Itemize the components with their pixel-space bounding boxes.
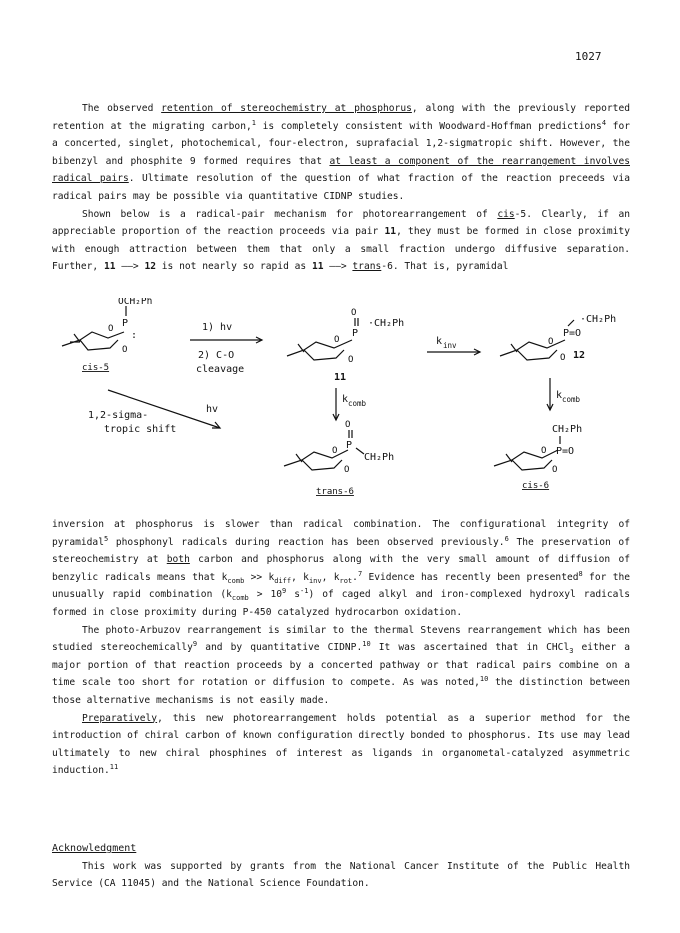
compound-trans6 <box>284 420 394 497</box>
svg-text:CH₂Ph: CH₂Ph <box>552 424 583 435</box>
arrow-photolysis <box>190 322 262 375</box>
reaction-scheme <box>52 298 652 508</box>
svg-text:k: k <box>342 394 349 405</box>
svg-text:P: P <box>346 440 353 451</box>
svg-text:2) C-O: 2) C-O <box>198 350 235 361</box>
svg-text:inv: inv <box>443 341 457 350</box>
svg-text:P=O: P=O <box>563 328 582 339</box>
svg-text:hv: hv <box>206 404 219 415</box>
acknowledgment-text: This work was supported by grants from the National Cancer Institute of the Public Health Service (CA 11045) and the National Science Foundation. <box>52 860 630 890</box>
arrow-kinv <box>427 336 480 355</box>
svg-text:O: O <box>344 465 350 475</box>
page-number: 1027 <box>575 50 602 63</box>
cis5-substituent: OCH₂Ph <box>118 298 153 307</box>
compound-label-trans6: trans-6 <box>316 487 354 497</box>
acknowledgment-section <box>52 840 630 893</box>
svg-text:O: O <box>108 324 114 334</box>
benzyl-radical-12: ·CH₂Ph <box>580 314 617 325</box>
cis5-structure <box>62 298 152 373</box>
svg-text:O: O <box>122 345 128 355</box>
compound-label-cis5: cis-5 <box>82 363 110 373</box>
svg-text:P: P <box>352 328 359 339</box>
svg-text:O: O <box>348 355 354 365</box>
svg-text:O: O <box>351 308 357 318</box>
svg-text:P=O: P=O <box>556 446 575 457</box>
svg-text:O: O <box>552 465 558 475</box>
svg-text:k: k <box>556 390 563 401</box>
compound-label-12: 12 <box>573 350 586 361</box>
svg-text:O: O <box>541 446 547 456</box>
cis5-phosphorus: P <box>122 318 129 329</box>
arrow-kcomb-left <box>333 388 367 420</box>
svg-text:1,2-sigma-: 1,2-sigma- <box>88 410 149 421</box>
svg-text:O: O <box>334 335 340 345</box>
compound-label-cis6: cis-6 <box>522 481 550 491</box>
arrow-sigmatropic <box>88 390 220 435</box>
svg-text::: : <box>131 330 138 341</box>
svg-text:O: O <box>332 446 338 456</box>
svg-text:cleavage: cleavage <box>196 364 245 375</box>
compound-label-11: 11 <box>334 372 347 383</box>
svg-text:comb: comb <box>348 399 367 408</box>
compound-11 <box>287 308 404 383</box>
compound-cis6 <box>494 424 582 491</box>
acknowledgment-title: Acknowledgment <box>52 843 137 854</box>
svg-text:CH₂Ph: CH₂Ph <box>364 452 395 463</box>
svg-text:comb: comb <box>562 395 581 404</box>
svg-text:O: O <box>548 337 554 347</box>
svg-text:k: k <box>436 336 443 347</box>
svg-text:1) hv: 1) hv <box>202 322 233 333</box>
svg-text:O: O <box>560 353 566 363</box>
benzyl-radical-11: ·CH₂Ph <box>368 318 405 329</box>
svg-text:tropic shift: tropic shift <box>104 424 177 435</box>
arrow-kcomb-right <box>547 378 581 410</box>
compound-12 <box>500 314 616 363</box>
paragraph-retention: The observed retention of stereochemistry at phosphorus, along with the previously reported retention at the migrating carbon,$^1$ is completely consistent with Woodward-Hoffman predictions$^4$ for a concerted, singlet, photochemical, four-electron, suprafacial 1,2-sigmatropic shift. However, the bibenzyl and phosphite 9 formed requires that at least a component of the rearrangement involves radical pairs. Ultimate resolution of the question of what fraction of the reaction preceeds via radical pairs may be possible via quantitative CIDNP studies. Shown below is a radical-pair mechanism for photorearrangement of cis-5. Clearly, if an appreciable proportion of the reaction proceeds via pair 11, they must be formed in close proximity with enough attraction between them that only a small fraction undergo diffusive separation. Further, 11 ——> 12 is not nearly so rapid as 11 ——> trans-6. That is, pyramidal <box>52 103 630 273</box>
svg-text:O: O <box>345 420 351 430</box>
paragraph-inversion: inversion at phosphorus is slower than radical combination. The configurational integrity of pyramidal$^5$ phosphonyl radicals during reaction has been observed previously.$^6$ The preservation of stereochemistry at both carbon and phosphorus along with the very small amount of diffusion of benzylic radicals means that $k_{comb} >> k_{diff}$, $k_{inv}$, $k_{rot}.^7$ Evidence has recently been presented$^8$ for the unusually rapid combination ($k_{comb} > 10^9$ $s^{-1}$) of caged alkyl and iron-complexed hydroxyl radicals formed in close proximity during P-450 catalyzed hydrocarbon oxidation. The photo-Arbuzov rearrangement is similar to the thermal Stevens rearrangement which has been studied stereochemically$^9$ and by quantitative CIDNP.$^{10}$ It was ascertained that in CHCl$_3$ either a major portion of that reaction proceeds by a concerted pathway or that radical pairs combine on a time scale too short for rotation or diffusion to compete. As was noted,$^{10}$ the distinction between those alternative mechanisms is not easily made. Preparatively, this new photorearrangement holds potential as a superior method for the introduction of chiral carbon of known configuration directly bonded to phosphorus. Its use may lead ultimately to new chiral phosphines of interest as ligands in organometal-catalyzed asymmetric induction.$^{11}$ <box>52 519 631 777</box>
